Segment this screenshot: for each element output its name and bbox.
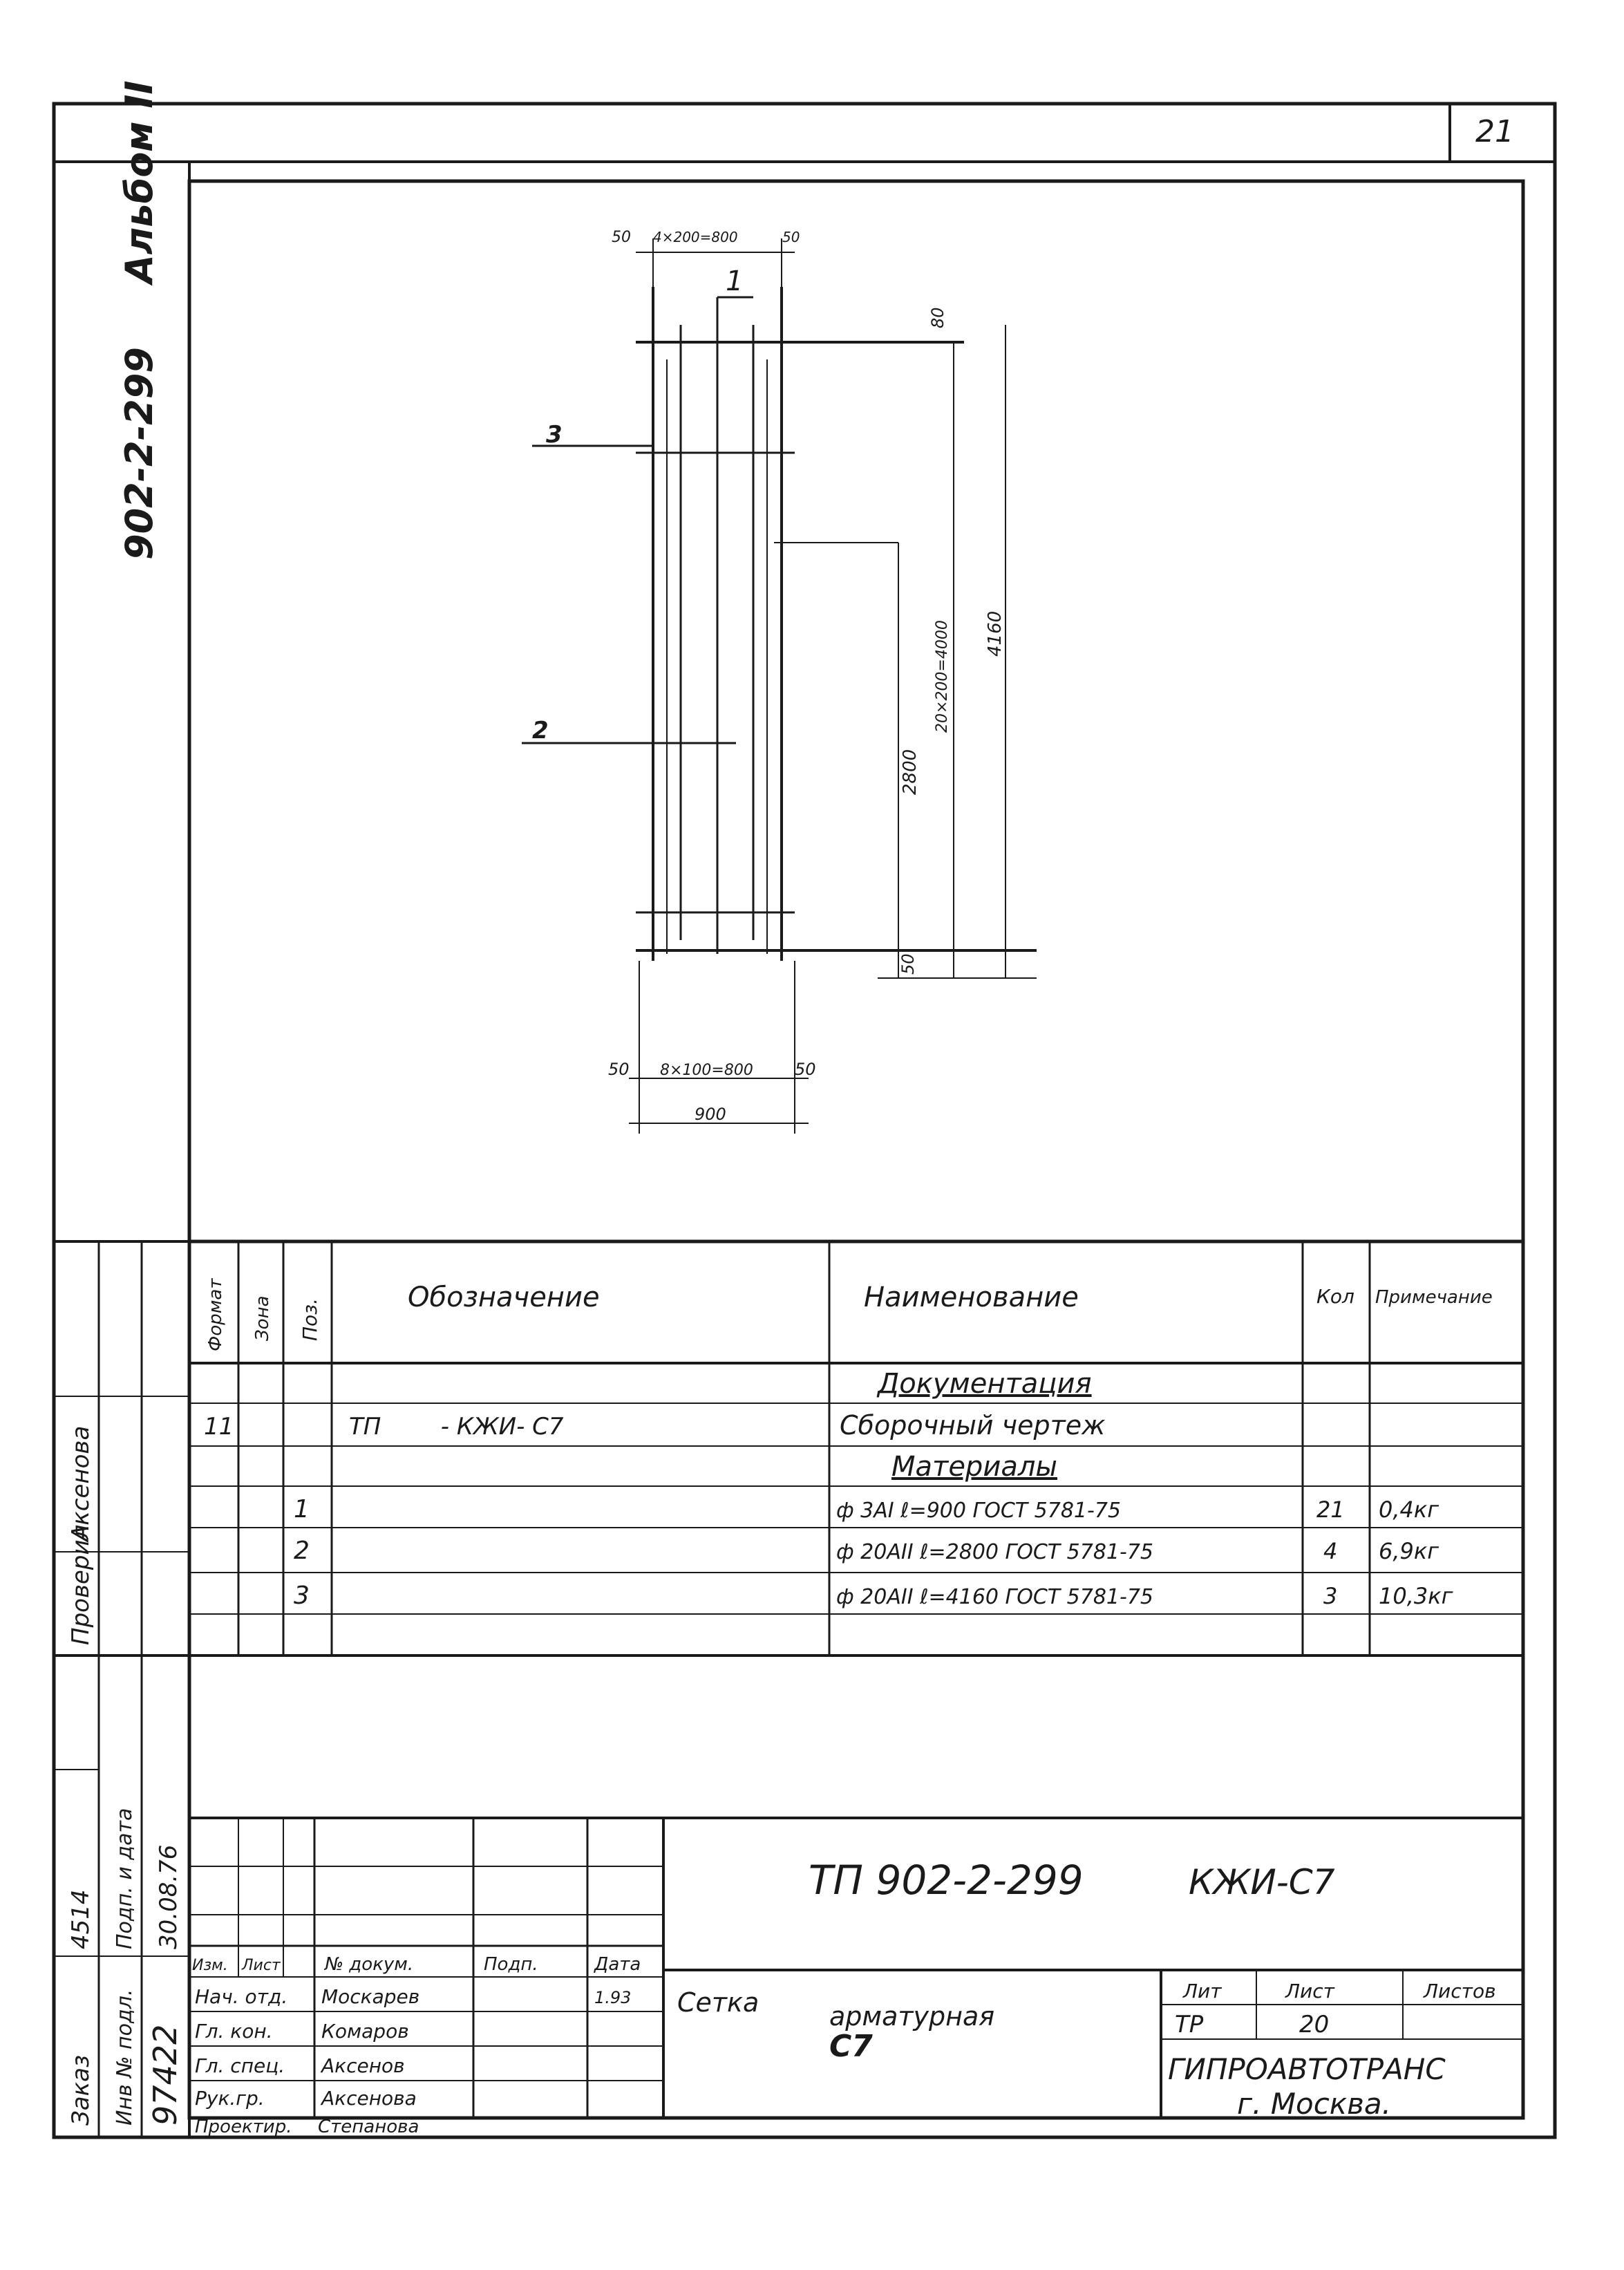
callout-2: 2 (532, 717, 549, 744)
sign-date-label: Подп. и дата (113, 1808, 137, 1949)
spec-row-2 (891, 1451, 1057, 1483)
head-zone: Зона (252, 1295, 273, 1341)
staff-role: Гл. кон. (195, 2020, 273, 2043)
col-head-sign: Подп. (484, 1954, 538, 1975)
lit-label: Лит (1183, 1980, 1222, 2002)
col-head-change: Изм. (192, 1957, 228, 1974)
staff-name: Аксенов (321, 2054, 405, 2077)
order-label: Заказ (67, 2054, 95, 2126)
sheet-label: Лист (1285, 1980, 1334, 2002)
head-name: Наименование (864, 1282, 1079, 1313)
album-label: Альбом II (117, 80, 161, 283)
lit-value: ТР (1175, 2011, 1204, 2038)
spec-row-4 (294, 1537, 1439, 1565)
sign-date-value: 30.08.76 (155, 1844, 182, 1949)
outer-frame (54, 104, 1555, 2137)
staff-date: 1.93 (594, 1988, 632, 2007)
doc-suffix: КЖИ-С7 (1189, 1862, 1335, 1902)
spec-row-3 (294, 1495, 1439, 1523)
head-qty: Кол (1316, 1285, 1354, 1308)
checked-name: Аксенова (67, 1425, 95, 1541)
dim-bottom-mid: 8×100=800 (660, 1062, 753, 1079)
col-head-docnum: № докум. (325, 1954, 414, 1975)
dim-top-gap: 80 (928, 307, 947, 328)
callout-3: 3 (546, 421, 563, 449)
inner-frame (189, 181, 1523, 2118)
row-name: ф 20AII ℓ=2800 ГОСТ 5781-75 (836, 1540, 1154, 1564)
staff-role: Гл. спец. (195, 2054, 285, 2077)
row-pos: 2 (294, 1537, 310, 1565)
org-city: г. Москва. (1237, 2087, 1392, 2121)
row-designation: ТП - КЖИ- С7 (349, 1413, 564, 1441)
staff-name: Москарев (321, 1985, 420, 2008)
spec-row-0 (876, 1368, 1092, 1400)
inv-label: Инв № подл. (113, 1989, 137, 2126)
head-pos: Поз. (299, 1298, 321, 1341)
row-name: Сборочный чертеж (840, 1410, 1106, 1441)
row-qty: 3 (1323, 1583, 1338, 1609)
staff-name: Аксенова (321, 2087, 417, 2110)
row-name: ф 20AII ℓ=4160 ГОСТ 5781-75 (836, 1585, 1154, 1609)
row-note: 0,4кг (1379, 1497, 1439, 1523)
row-name: ф 3AI ℓ=900 ГОСТ 5781-75 (836, 1499, 1121, 1523)
head-designation: Обозначение (408, 1282, 600, 1313)
row-format: 11 (204, 1413, 234, 1441)
item-name-1: Сетка (677, 1987, 759, 2018)
row-name: Документация (878, 1368, 1092, 1400)
col-head-date: Дата (594, 1954, 641, 1975)
staff-name: Комаров (321, 2020, 409, 2043)
row-note: 10,3кг (1379, 1583, 1453, 1609)
staff-row-2 (195, 2054, 405, 2077)
row-name: Материалы (891, 1451, 1057, 1483)
dim-bottom-gap: 50 (898, 953, 918, 975)
item-name-2: арматурная (829, 2001, 995, 2032)
staff-row-3 (195, 2087, 417, 2110)
row-pos: 3 (294, 1582, 310, 1610)
row-pos: 1 (294, 1495, 310, 1523)
dim-len-4000: 20×200=4000 (934, 620, 951, 733)
dim-bottom-left: 50 (608, 1060, 630, 1079)
dim-len-4160: 4160 (985, 610, 1005, 657)
sheets-label: Листов (1424, 1980, 1496, 2002)
staff-role: Проектир. (195, 2117, 292, 2137)
staff-row-1 (195, 2020, 409, 2043)
callout-1: 1 (726, 265, 744, 297)
org-name: ГИПРОАВТОТРАНС (1168, 2052, 1446, 2086)
staff-row-0 (195, 1985, 631, 2008)
dim-top-right: 50 (782, 229, 800, 245)
staff-name: Степанова (318, 2117, 419, 2137)
row-qty: 21 (1316, 1497, 1345, 1523)
row-note: 6,9кг (1379, 1538, 1439, 1564)
head-note: Примечание (1375, 1287, 1493, 1308)
checked-label: Проверил (67, 1524, 95, 1645)
dim-len-2800: 2800 (900, 749, 920, 795)
row-qty: 4 (1323, 1538, 1338, 1564)
head-format: Формат (205, 1278, 226, 1351)
dim-width-total: 900 (695, 1105, 726, 1124)
order-number: 4514 (67, 1889, 95, 1949)
sheet-value: 20 (1299, 2011, 1330, 2038)
inv-number: 97422 (147, 2024, 184, 2126)
item-name-3: С7 (829, 2029, 873, 2064)
mesh-drawing (522, 238, 1037, 1134)
album-code: 902-2-299 (117, 347, 161, 560)
spec-row-5 (294, 1582, 1453, 1610)
staff-role: Нач. отд. (195, 1985, 288, 2008)
doc-code: ТП 902-2-299 (809, 1857, 1084, 1904)
dim-top-mid: 4×200=800 (653, 229, 738, 245)
col-head-sheet: Лист (242, 1957, 281, 1974)
dim-top-left: 50 (612, 229, 631, 246)
staff-role: Рук.гр. (195, 2087, 265, 2110)
spec-row-1 (204, 1410, 1105, 1441)
dim-bottom-right: 50 (795, 1060, 816, 1079)
sheet-number: 21 (1475, 114, 1514, 149)
